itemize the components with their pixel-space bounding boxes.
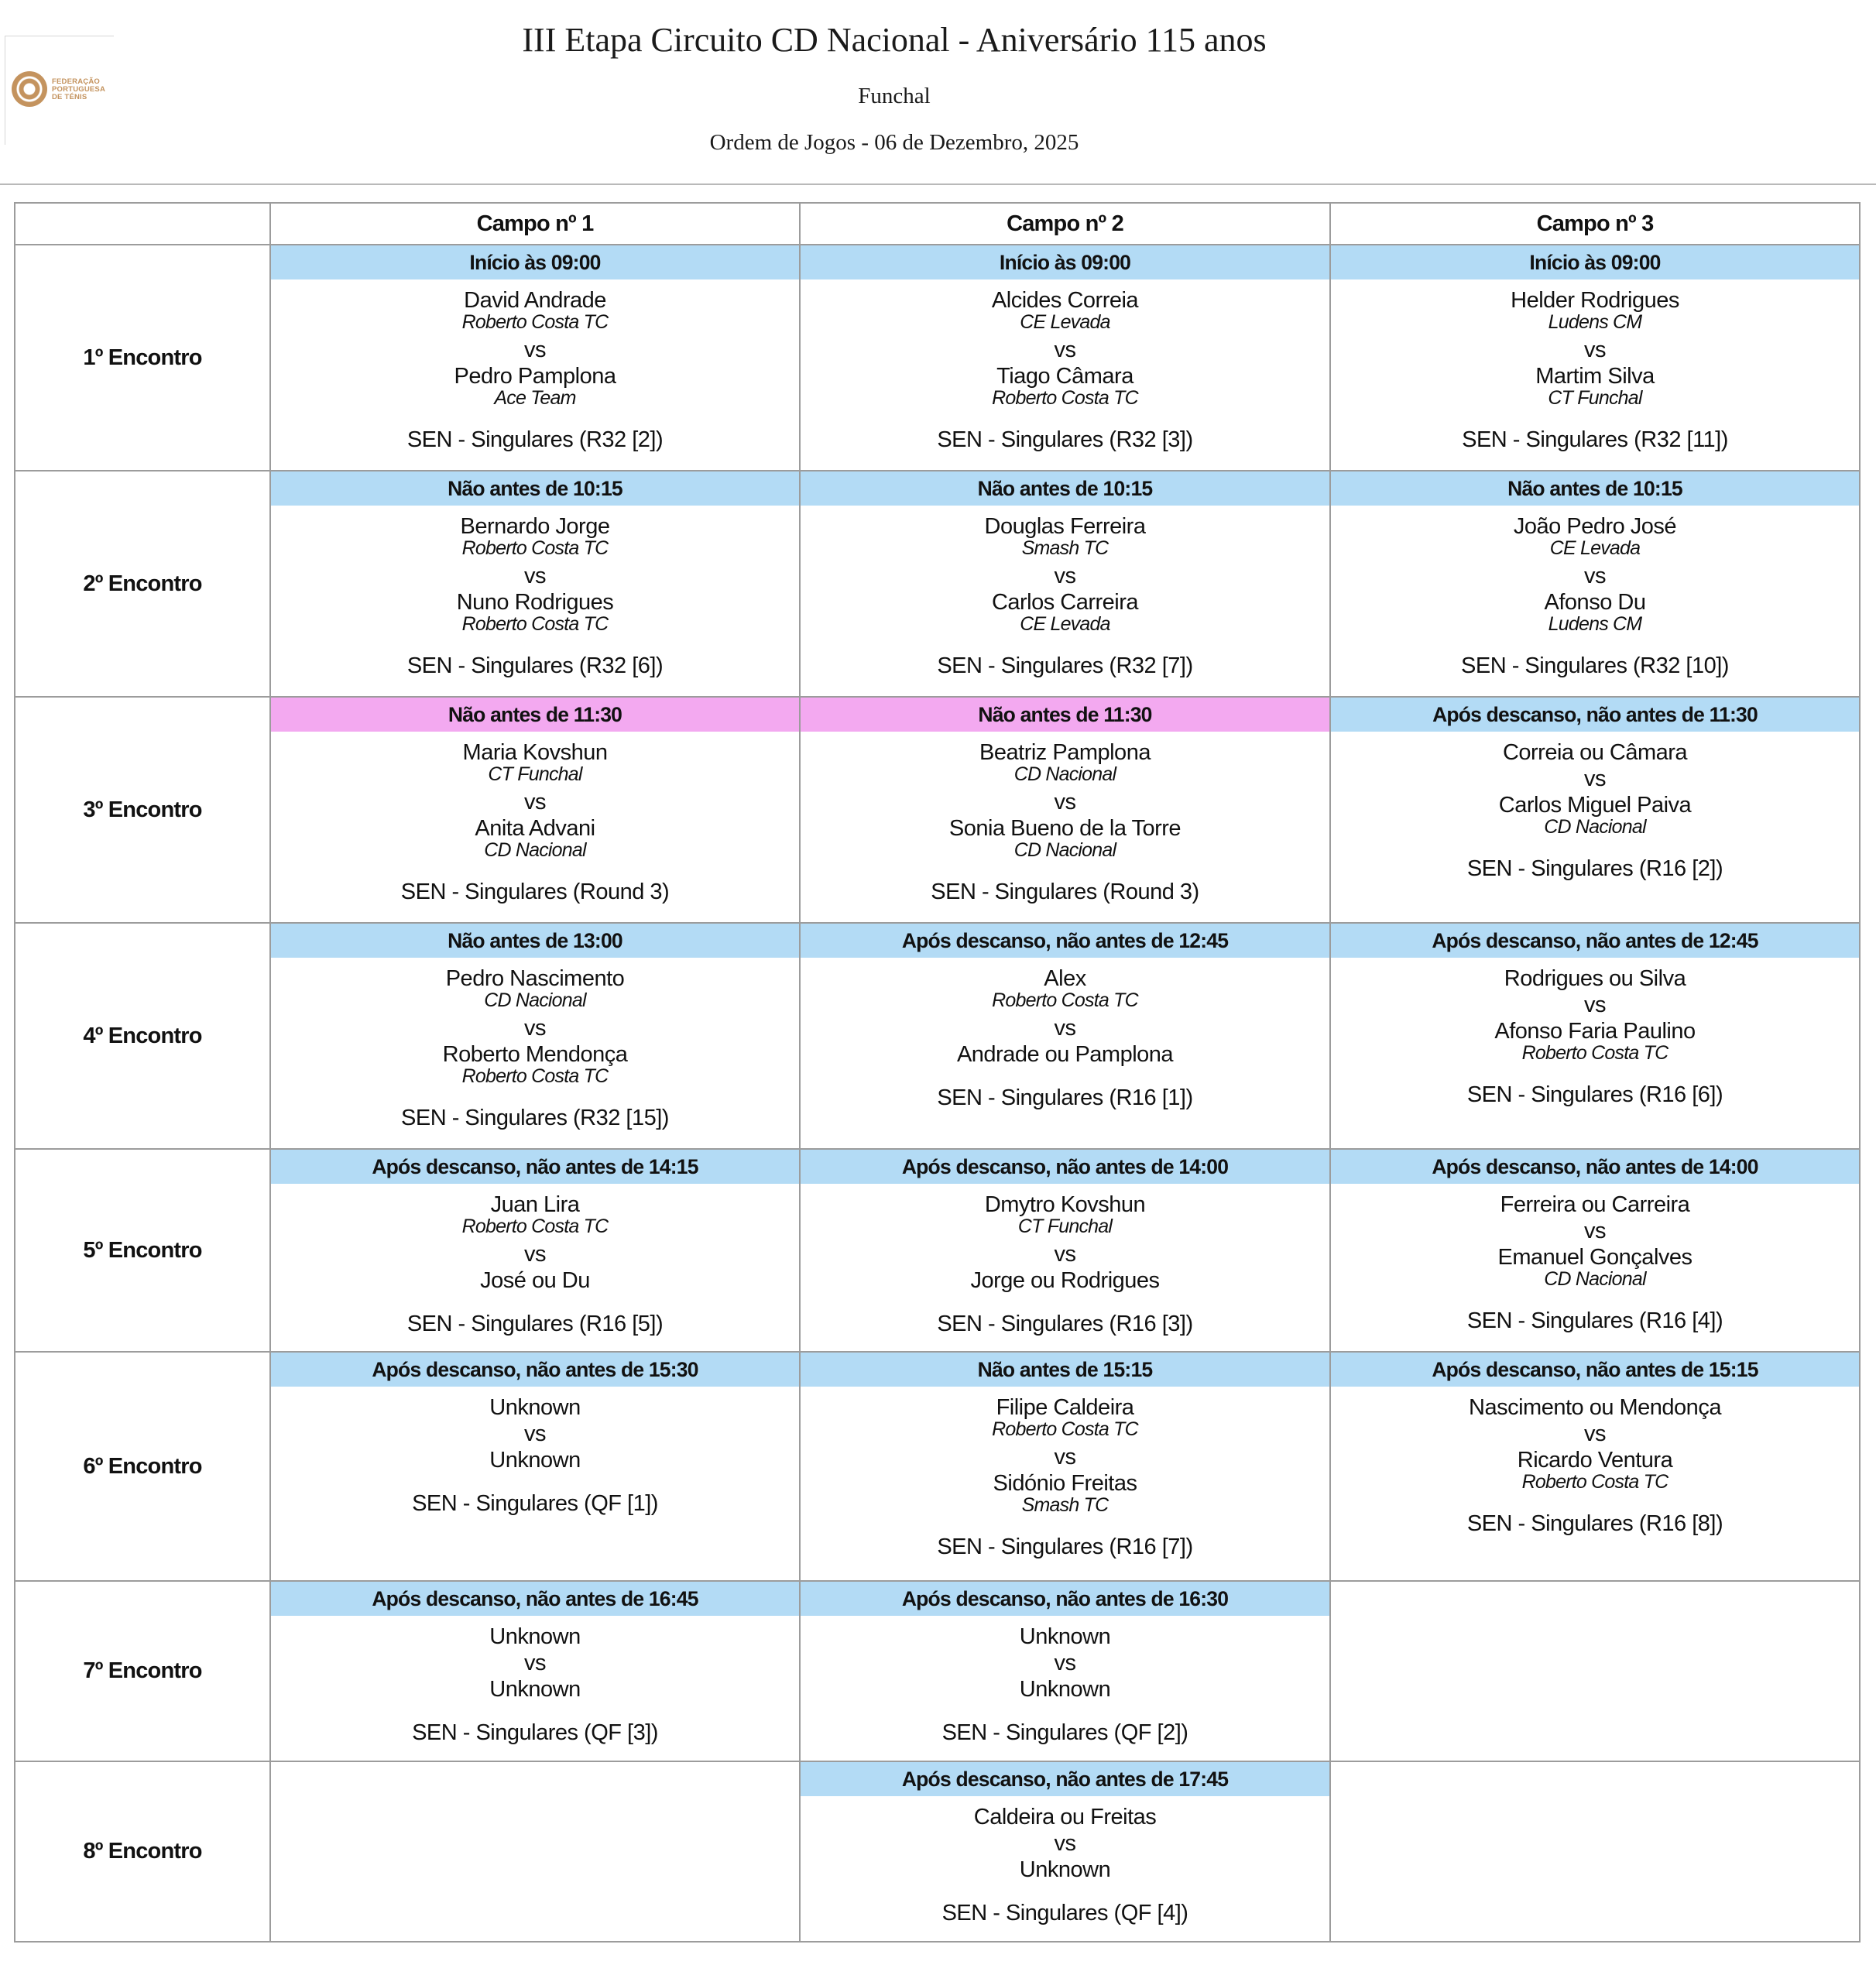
start-time-band: Após descanso, não antes de 15:30 [271, 1353, 799, 1387]
player-one-club: CE Levada [1549, 537, 1641, 559]
player-two-club: Roberto Costa TC [461, 1065, 609, 1087]
player-one-name: João Pedro José [1513, 514, 1677, 539]
player-two-name: Unknown [1019, 1857, 1111, 1882]
encounter-label: 6º Encontro [15, 1352, 270, 1581]
match-cell [270, 471, 800, 697]
player-two-name: Carlos Miguel Paiva [1498, 793, 1692, 818]
match-details [1331, 1184, 1859, 1332]
match-details [1331, 506, 1859, 677]
player-two-club: CT Funchal [1548, 387, 1642, 409]
start-time-band: Após descanso, não antes de 14:00 [801, 1150, 1329, 1184]
versus-label: vs [524, 564, 546, 588]
event-label: SEN - Singulares (R16 [7]) [937, 1535, 1193, 1559]
player-one-club: CT Funchal [488, 763, 582, 785]
player-two-name: Emanuel Gonçalves [1497, 1245, 1693, 1270]
player-one-club: Smash TC [1021, 537, 1109, 559]
versus-label: vs [1054, 1445, 1076, 1469]
match-details [801, 958, 1329, 1109]
event-label: SEN - Singulares (R16 [2]) [1466, 856, 1723, 881]
player-two-name: Carlos Carreira [991, 590, 1139, 615]
player-two-club: CE Levada [1020, 613, 1110, 635]
start-time-band: Após descanso, não antes de 12:45 [1331, 924, 1859, 958]
player-one-name: Rodrigues ou Silva [1504, 966, 1686, 991]
start-time-band: Não antes de 13:00 [271, 924, 799, 958]
event-label: SEN - Singulares (Round 3) [400, 880, 670, 904]
match-details [271, 958, 799, 1130]
match-cell [800, 471, 1330, 697]
corner-cell [15, 203, 270, 245]
event-label: SEN - Singulares (R32 [2]) [406, 427, 664, 452]
versus-label: vs [524, 1421, 546, 1446]
start-time-band: Não antes de 11:30 [271, 698, 799, 732]
player-one-club: Roberto Costa TC [461, 311, 609, 333]
event-label: SEN - Singulares (R16 [8]) [1466, 1511, 1723, 1536]
player-one-name: Bernardo Jorge [460, 514, 610, 539]
match-details [801, 1184, 1329, 1336]
match-cell [270, 1581, 800, 1761]
empty-slot [270, 1761, 800, 1942]
encounter-row [15, 1761, 1860, 1942]
logo-text: FEDERAÇÃO PORTUGUESA DE TÉNIS [52, 77, 105, 101]
encounter-row [15, 245, 1860, 471]
encounter-label: 8º Encontro [15, 1761, 270, 1942]
page-subtitle: Funchal [858, 84, 931, 108]
versus-label: vs [1054, 1651, 1076, 1675]
start-time-band: Após descanso, não antes de 12:45 [801, 924, 1329, 958]
header-divider [0, 183, 1876, 185]
order-of-play-table [14, 202, 1861, 1943]
player-two-name: Unknown [489, 1448, 581, 1473]
player-one-name: Nascimento ou Mendonça [1469, 1395, 1721, 1420]
encounter-row [15, 923, 1860, 1149]
match-cell [800, 245, 1330, 471]
player-two-name: Unknown [1019, 1677, 1111, 1702]
player-two-club: Ludens CM [1548, 613, 1642, 635]
player-two-club: Roberto Costa TC [1521, 1471, 1669, 1493]
event-label: SEN - Singulares (Round 3) [931, 880, 1199, 904]
event-label: SEN - Singulares (R32 [15]) [401, 1106, 669, 1130]
player-two-name: Jorge ou Rodrigues [970, 1268, 1160, 1293]
match-cell [1330, 1352, 1860, 1581]
versus-label: vs [524, 1016, 546, 1041]
player-two-name: Ricardo Ventura [1517, 1448, 1673, 1473]
versus-label: vs [524, 338, 546, 362]
match-details [271, 732, 799, 904]
player-two-club: CD Nacional [1544, 1268, 1646, 1290]
player-two-name: Nuno Rodrigues [456, 590, 614, 615]
match-details [801, 1387, 1329, 1559]
versus-label: vs [1054, 1242, 1076, 1267]
versus-label: vs [1054, 1831, 1076, 1856]
match-cell [800, 1581, 1330, 1761]
player-one-name: Dmytro Kovshun [984, 1192, 1146, 1217]
player-two-name: Afonso Faria Paulino [1494, 1019, 1696, 1044]
player-one-name: Alcides Correia [991, 288, 1139, 313]
player-one-name: Alex [1044, 966, 1086, 991]
player-two-name: José ou Du [480, 1268, 590, 1293]
player-two-name: Sidónio Freitas [993, 1471, 1137, 1496]
start-time-band: Início às 09:00 [271, 245, 799, 279]
player-one-name: Correia ou Câmara [1502, 740, 1688, 765]
match-cell [800, 1149, 1330, 1352]
player-one-club: Roberto Costa TC [461, 1216, 609, 1237]
player-two-club: CD Nacional [484, 839, 586, 861]
start-time-band: Após descanso, não antes de 16:45 [271, 1582, 799, 1616]
match-details [271, 1616, 799, 1744]
start-time-band: Não antes de 15:15 [801, 1353, 1329, 1387]
versus-label: vs [1584, 564, 1606, 588]
player-two-name: Martim Silva [1535, 364, 1655, 389]
match-cell [1330, 697, 1860, 923]
match-cell [270, 1149, 800, 1352]
match-cell [800, 1352, 1330, 1581]
event-label: SEN - Singulares (R32 [7]) [937, 653, 1193, 678]
player-one-name: Unknown [489, 1624, 581, 1649]
start-time-band: Não antes de 10:15 [1331, 471, 1859, 506]
player-one-name: Helder Rodrigues [1511, 288, 1679, 313]
encounter-label: 7º Encontro [15, 1581, 270, 1761]
event-label: SEN - Singulares (R32 [6]) [406, 653, 664, 678]
encounter-row [15, 1352, 1860, 1581]
player-two-club: Roberto Costa TC [992, 387, 1138, 409]
event-label: SEN - Singulares (R16 [1]) [937, 1085, 1193, 1110]
player-one-name: Caldeira ou Freitas [973, 1805, 1157, 1829]
event-label: SEN - Singulares (QF [4]) [941, 1901, 1188, 1925]
match-details [801, 1616, 1329, 1744]
player-one-club: CT Funchal [1017, 1216, 1113, 1237]
versus-label: vs [1054, 338, 1076, 362]
start-time-band: Não antes de 10:15 [801, 471, 1329, 506]
event-label: SEN - Singulares (QF [1]) [412, 1491, 658, 1516]
start-time-band: Início às 09:00 [1331, 245, 1859, 279]
match-details [271, 1387, 799, 1515]
player-one-name: Unknown [489, 1395, 581, 1420]
event-label: SEN - Singulares (QF [3]) [412, 1720, 658, 1745]
player-one-name: Filipe Caldeira [996, 1395, 1134, 1420]
match-cell [800, 923, 1330, 1149]
encounter-row [15, 471, 1860, 697]
empty-slot [1330, 1581, 1860, 1761]
versus-label: vs [1054, 1016, 1076, 1041]
player-two-name: Andrade ou Pamplona [956, 1042, 1174, 1067]
match-details [801, 506, 1329, 677]
versus-label: vs [524, 1651, 546, 1675]
player-one-name: Beatriz Pamplona [979, 740, 1151, 765]
player-one-club: Roberto Costa TC [992, 989, 1138, 1011]
encounter-row [15, 1581, 1860, 1761]
player-two-club: Roberto Costa TC [1521, 1042, 1669, 1064]
event-label: SEN - Singulares (QF [2]) [941, 1720, 1188, 1745]
match-cell [270, 245, 800, 471]
player-one-name: Unknown [1019, 1624, 1111, 1649]
match-details [271, 279, 799, 451]
page-header [0, 0, 1876, 184]
schedule-body [15, 245, 1860, 1942]
start-time-band: Após descanso, não antes de 14:15 [271, 1150, 799, 1184]
match-details [1331, 279, 1859, 451]
event-label: SEN - Singulares (R32 [10]) [1461, 653, 1729, 678]
player-one-club: CD Nacional [1013, 763, 1116, 785]
versus-label: vs [524, 790, 546, 814]
start-time-band: Não antes de 11:30 [801, 698, 1329, 732]
start-time-band: Após descanso, não antes de 16:30 [801, 1582, 1329, 1616]
player-one-name: David Andrade [464, 288, 606, 313]
versus-label: vs [1054, 790, 1076, 814]
court-header: Campo nº 2 [800, 203, 1330, 245]
match-details [1331, 1387, 1859, 1535]
player-one-name: Juan Lira [490, 1192, 580, 1217]
start-time-band: Início às 09:00 [801, 245, 1329, 279]
match-cell [1330, 245, 1860, 471]
match-details [271, 1184, 799, 1336]
start-time-band: Após descanso, não antes de 14:00 [1331, 1150, 1859, 1184]
encounter-label: 5º Encontro [15, 1149, 270, 1352]
event-label: SEN - Singulares (R16 [5]) [406, 1312, 664, 1336]
player-one-name: Ferreira ou Carreira [1500, 1192, 1690, 1217]
start-time-band: Após descanso, não antes de 17:45 [801, 1762, 1329, 1796]
player-one-club: Roberto Costa TC [992, 1418, 1138, 1440]
versus-label: vs [1584, 1219, 1606, 1243]
player-two-name: Tiago Câmara [996, 364, 1133, 389]
versus-label: vs [1584, 1421, 1606, 1446]
match-details [801, 1796, 1329, 1925]
event-label: SEN - Singulares (R16 [3]) [937, 1312, 1193, 1336]
match-details [1331, 958, 1859, 1106]
match-cell [800, 1761, 1330, 1942]
encounter-label: 1º Encontro [15, 245, 270, 471]
player-two-club: CD Nacional [1544, 816, 1646, 838]
versus-label: vs [1584, 338, 1606, 362]
event-label: SEN - Singulares (R32 [3]) [937, 427, 1193, 452]
schedule-date: Ordem de Jogos - 06 de Dezembro, 2025 [709, 130, 1079, 155]
match-cell [270, 1352, 800, 1581]
player-two-club: CD Nacional [1013, 839, 1116, 861]
player-one-club: CD Nacional [484, 989, 586, 1011]
event-label: SEN - Singulares (R16 [4]) [1466, 1308, 1723, 1333]
match-details [271, 506, 799, 677]
court-header: Campo nº 1 [270, 203, 800, 245]
player-two-name: Unknown [489, 1677, 581, 1702]
versus-label: vs [1584, 766, 1606, 791]
player-one-name: Maria Kovshun [462, 740, 608, 765]
encounter-label: 3º Encontro [15, 697, 270, 923]
match-cell [800, 697, 1330, 923]
start-time-band: Não antes de 10:15 [271, 471, 799, 506]
match-details [801, 279, 1329, 451]
match-cell [1330, 1149, 1860, 1352]
player-one-club: Roberto Costa TC [461, 537, 609, 559]
start-time-band: Após descanso, não antes de 15:15 [1331, 1353, 1859, 1387]
court-header: Campo nº 3 [1330, 203, 1860, 245]
start-time-band: Após descanso, não antes de 11:30 [1331, 698, 1859, 732]
player-two-club: Ace Team [494, 387, 576, 409]
encounter-row [15, 1149, 1860, 1352]
event-label: SEN - Singulares (R32 [11]) [1462, 427, 1728, 452]
player-two-name: Afonso Du [1544, 590, 1646, 615]
player-two-name: Sonia Bueno de la Torre [948, 816, 1182, 841]
encounter-label: 2º Encontro [15, 471, 270, 697]
versus-label: vs [1054, 564, 1076, 588]
event-label: SEN - Singulares (R16 [6]) [1466, 1082, 1723, 1107]
encounter-label: 4º Encontro [15, 923, 270, 1149]
versus-label: vs [1584, 993, 1606, 1017]
empty-slot [1330, 1761, 1860, 1942]
player-one-name: Douglas Ferreira [984, 514, 1146, 539]
match-details [801, 732, 1329, 904]
match-cell [1330, 471, 1860, 697]
player-two-club: Roberto Costa TC [461, 613, 609, 635]
player-two-name: Roberto Mendonça [442, 1042, 628, 1067]
player-two-club: Smash TC [1021, 1494, 1109, 1516]
match-cell [1330, 923, 1860, 1149]
player-two-name: Pedro Pamplona [454, 364, 616, 389]
player-one-club: Ludens CM [1548, 311, 1642, 333]
encounter-row [15, 697, 1860, 923]
match-cell [270, 923, 800, 1149]
player-one-club: CE Levada [1020, 311, 1110, 333]
versus-label: vs [524, 1242, 546, 1267]
court-header-row [15, 203, 1860, 245]
player-two-name: Anita Advani [475, 816, 595, 841]
match-cell [270, 697, 800, 923]
player-one-name: Pedro Nascimento [445, 966, 625, 991]
page-title: III Etapa Circuito CD Nacional - Aniversário 115 anos [522, 21, 1267, 59]
match-details [1331, 732, 1859, 880]
